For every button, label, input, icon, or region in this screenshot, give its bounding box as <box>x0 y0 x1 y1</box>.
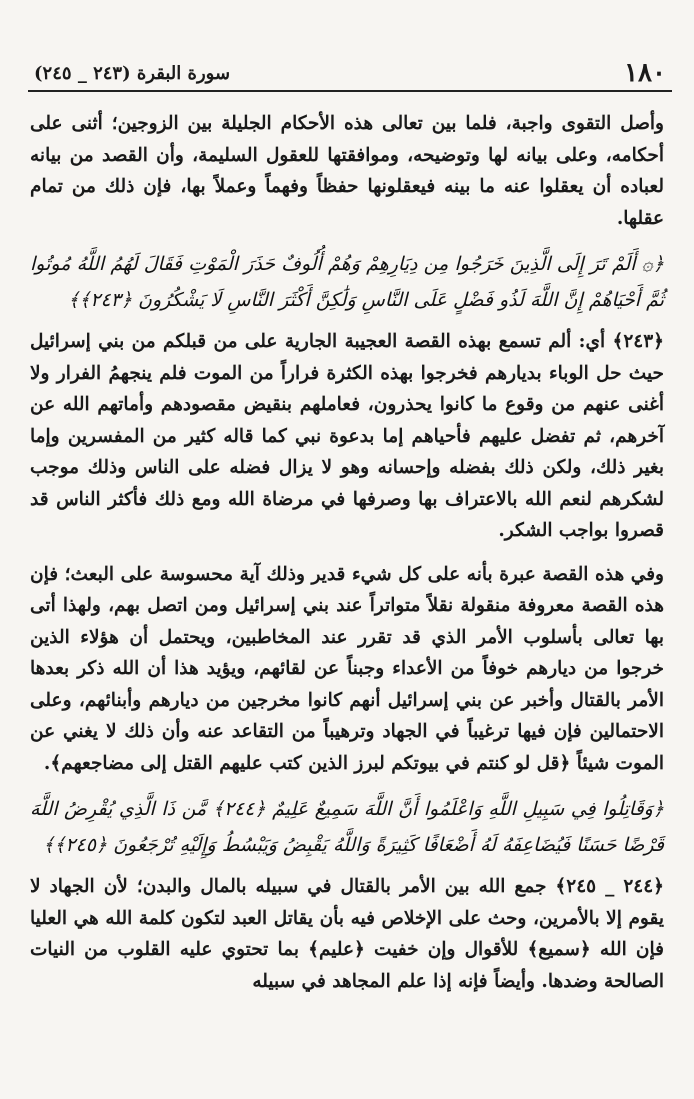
tafsir-paragraph-243: ﴿٢٤٣﴾ أي: ألم تسمع بهذه القصة العجيبة الجارية على من قبلكم من بني إسرائيل حيث حل الوباء بديارهم فخرجوا بهذه الكثرة فراراً من الموت فلم ينجهمُ الفرار ولا أغنى عنهم من وقوع ما كانوا يحذرون، فعاملهم بنقيض مقصودهم وأماتهم الله عن آخرهم، ثم تفضل عليهم فأحياهم إما بدعوة نبي كما قاله كثير من المفسرين وإما بغير ذلك، ولكن ذلك بفضله وإحسانه وهو لا يزال فضله على الناس وذلك موجب لشكرهم لنعم الله بالاعتراف بها وصرفها في مرضاة الله ومع ذلك فأكثر الناس قد قصروا بواجب الشكر. <box>30 331 664 541</box>
running-title: سورة البقرة (٢٤٣ _ ٢٤٥) <box>34 63 231 84</box>
page-header <box>28 58 672 92</box>
quran-verse-244-245: ﴿وَقَاتِلُوا فِي سَبِيلِ اللَّهِ وَاعْلَمُوا أَنَّ اللَّهَ سَمِيعٌ عَلِيمٌ ﴿٢٤٤﴾ مَّن ذَا الَّذِي يُقْرِضُ اللَّهَ قَرْضًا حَسَنًا فَيُضَاعِفَهُ لَهُ أَضْعَافًا كَثِيرَةً وَاللَّهُ يَقْبِضُ وَيَبْسُطُ وَإِلَيْهِ تُرْجَعُونَ ﴿٢٤٥﴾﴾ <box>30 798 664 856</box>
quran-verse-243: ﴿۞ أَلَمْ تَرَ إِلَى الَّذِينَ خَرَجُوا مِن دِيَارِهِمْ وَهُمْ أُلُوفٌ حَذَرَ الْمَوْتِ فَقَالَ لَهُمُ اللَّهُ مُوتُوا ثُمَّ أَحْيَاهُمْ إِنَّ اللَّهَ لَذُو فَضْلٍ عَلَى النَّاسِ وَلَٰكِنَّ أَكْثَرَ النَّاسِ لَا يَشْكُرُونَ ﴿٢٤٣﴾﴾ <box>30 253 664 311</box>
paragraph-intro: وأصل التقوى واجبة، فلما بين تعالى هذه الأحكام الجليلة بين الزوجين؛ أثنى على أحكامه، وعلى بيانه لها وتوضيحه، وموافقتها للعقول السليمة، وأن القصد من بيانه لعباده أن يعقلوا عنه ما بينه فيعقلونها حفظاً وفهماً وعملاً بها، فإن ذلك من تمام عقلها. <box>30 113 664 229</box>
tafsir-paragraph-244-245: ﴿٢٤٤ _ ٢٤٥﴾ جمع الله بين الأمر بالقتال في سبيله بالمال والبدن؛ لأن الجهاد لا يقوم إلا بالأمرين، وحث على الإخلاص فيه بأن يقاتل العبد لتكون كلمة الله هي العليا فإن الله ﴿سميع﴾ للأقوال وإن خفيت ﴿عليم﴾ بما تحتوي عليه القلوب من النيات الصالحة وضدها. وأيضاً فإنه إذا علم المجاهد في سبيله <box>30 876 665 992</box>
page-body <box>30 108 664 997</box>
header-divider <box>28 90 672 92</box>
page-number: ١٨٠ <box>624 58 666 88</box>
tafsir-paragraph-lesson: وفي هذه القصة عبرة بأنه على كل شيء قدير وذلك آية محسوسة على البعث؛ فإن هذه القصة معروفة منقولة نقلاً متواتراً عند بني إسرائيل ومن اتصل بهم، ولهذا أتى بها تعالى بأسلوب الأمر الذي قد تقرر عند المخاطبين، ويحتمل أن هؤلاء الذين خرجوا من ديارهم خوفاً من الأعداء وجبناً عن لقائهم، ويؤيد هذا أن الله ذكر بعدها الأمر بالقتال وأخبر عن بني إسرائيل أنهم كانوا مخرجين من ديارهم وأبنائهم، وعلى الاحتمالين فإن فيها ترغيباً في الجهاد وترهيباً من التقاعد عنه وأن ذلك لا يغني عن الموت شيئاً ﴿قل لو كنتم في بيوتكم لبرز الذين كتب عليهم القتل إلى مضاجعهم﴾. <box>30 563 664 774</box>
